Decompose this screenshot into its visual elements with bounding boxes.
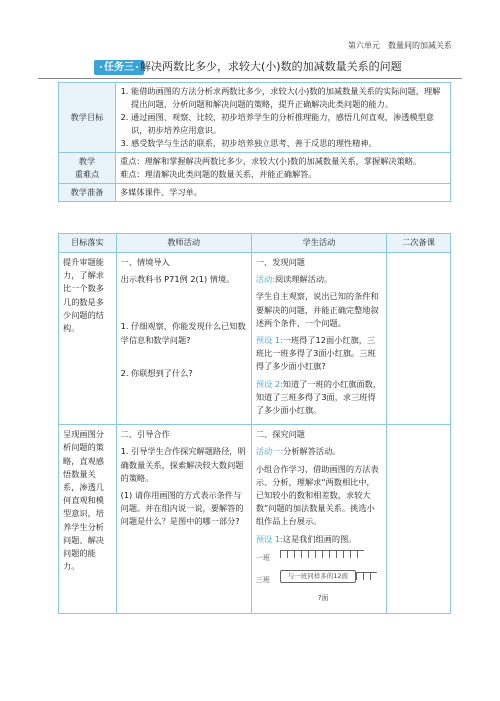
preset-label: 预设 1: xyxy=(255,533,283,544)
diagram-question: ?面 xyxy=(317,593,329,602)
teacher-question: 1. 仔细观察，你能发现什么已知数学信息和数学问题? xyxy=(120,321,246,345)
objective-item: 1. 能借助画图的方法分析求两数比多少，求较大(小)数的加减数量关系的实际问题，理解提出问题、分析问题和解决问题的策略，提升正确解决此类问题的能力。 xyxy=(131,85,446,111)
key-point-text: 重点：理解和掌握解决两数比多少，求较大(小)数的加减数量关系，掌握解决策略。 xyxy=(120,156,422,166)
notes-cell[interactable] xyxy=(387,253,451,425)
diagram-row-label: 一班 xyxy=(255,553,270,562)
key-points-label xyxy=(59,153,116,184)
key-points-label-line2: 重难点 xyxy=(74,169,100,179)
teacher-head: 二、引导合作 xyxy=(120,429,170,440)
flag-icon xyxy=(336,550,343,558)
flag-icon xyxy=(294,550,301,558)
teacher-question: 2. 你联想到了什么? xyxy=(120,367,193,378)
diagram-box: 与一班同样多的12面 xyxy=(280,570,356,583)
notes-cell[interactable] xyxy=(387,425,451,614)
col-header-goal: 目标落实 xyxy=(59,234,117,253)
activity-text: 分析解答活动。 xyxy=(283,446,341,457)
objectives-label: 教学目标 xyxy=(59,83,116,153)
flag-icon xyxy=(329,550,336,558)
flag-row xyxy=(280,550,364,563)
activity-label: 活动: xyxy=(255,274,275,285)
student-head: 二、探究问题 xyxy=(255,429,305,440)
flag-icon xyxy=(350,550,357,558)
activity-label: 活动一: xyxy=(255,446,284,457)
objectives-content xyxy=(116,83,451,153)
preset-label: 预设 2: xyxy=(255,378,283,389)
task-badge xyxy=(94,60,144,75)
header-row xyxy=(59,234,451,253)
flag-icon xyxy=(322,550,329,558)
flag-icon xyxy=(370,572,377,580)
preset-label: 预设 1: xyxy=(255,335,283,346)
preset-text: 知道了一班的小红旗面数，知道了三班多得了3面，求三班得了多少面小红旗。 xyxy=(255,378,382,416)
student-activity xyxy=(256,273,382,286)
col-header-student: 学生活动 xyxy=(251,234,386,253)
student-text: 小组合作学习，借助画图的方法表示、分析，理解求“两数相比中，已知较小的数和相差数，求较大数”问题的加法数量关系。挑选小组作品上台展示。 xyxy=(255,463,379,527)
goal-cell: 提升审题能力，了解求比一个数多几的数是多少问题的结构。 xyxy=(59,253,117,425)
key-points-label-line1: 教学 xyxy=(78,156,96,166)
student-preset xyxy=(256,378,382,418)
col-header-teacher: 教师活动 xyxy=(116,234,251,253)
objective-item: 2. 通过画图、观察、比较，初步培养学生的分析推理能力，感悟几何直观，渗透模型意识，初步培养应用意识。 xyxy=(131,111,446,137)
dot-icon xyxy=(100,66,102,68)
task-title-bar xyxy=(38,58,462,79)
prep-content: 多媒体课件、学习单。 xyxy=(116,184,451,202)
teacher-text: 1. 引导学生合作探究解题路径，明确数量关系，探索解决较大数问题的策略。 xyxy=(120,446,246,483)
student-head: 一、发现问题 xyxy=(255,257,305,267)
flag-icon xyxy=(315,550,322,558)
objectives-list xyxy=(120,85,446,150)
lesson-process-table xyxy=(58,233,451,614)
flag-icon xyxy=(343,550,350,558)
flag-icon xyxy=(287,550,294,558)
preset-text: 这是我们组画的图。 xyxy=(282,533,357,544)
flag-icon xyxy=(308,550,315,558)
teacher-text: 出示教科书 P71例 2(1) 情境。 xyxy=(120,274,235,285)
teacher-head: 一、情境导入 xyxy=(120,257,170,267)
difficult-point-text: 难点：理清解决此类问题的数量关系，并能正确解答。 xyxy=(120,169,317,179)
diagram-row-label: 三班 xyxy=(255,575,270,584)
teacher-cell xyxy=(116,253,251,425)
key-points-content xyxy=(116,153,451,184)
flag-icon xyxy=(301,550,308,558)
task-badge-label: 任务三 xyxy=(104,62,134,73)
dot-icon xyxy=(136,66,138,68)
student-cell xyxy=(251,425,386,614)
student-preset xyxy=(256,334,382,374)
goal-cell: 呈现画图分析问题的策略，直观感悟数量关系，渗透几何直观和模型意识，培养学生分析问题、解决问题的能力。 xyxy=(59,425,117,614)
col-header-notes: 二次备课 xyxy=(387,234,451,253)
table-row xyxy=(59,425,451,614)
task-title: 解决两数比多少，求较大(小)数的加减数量关系的问题 xyxy=(140,60,402,73)
flag-icon xyxy=(363,572,370,580)
student-cell xyxy=(251,253,386,425)
objective-item: 3. 感受数学与生活的联系，初步培养独立思考、善于反思的理性精神。 xyxy=(131,137,446,150)
key-points-row xyxy=(59,153,451,184)
student-text: 学生自主观察，说出已知的条件和要解决的问题，并能正确完整地叙述两个条件、一个问题。 xyxy=(255,291,379,328)
preset-text: 一班得了12面小红旗，三班比一班多得了3面小红旗。三班得了多少面小红旗? xyxy=(255,335,376,372)
flag-diagram xyxy=(256,550,382,610)
student-preset xyxy=(256,533,382,546)
running-header: 第六单元 数量间的加减关系 xyxy=(348,41,452,50)
flag-row xyxy=(356,572,377,585)
lesson-overview-table xyxy=(58,82,451,202)
flag-icon xyxy=(357,550,364,558)
objectives-row xyxy=(59,83,451,153)
prep-label: 教学准备 xyxy=(59,184,116,202)
prep-row xyxy=(59,184,451,202)
activity-text: 阅读理解活动。 xyxy=(274,274,333,285)
student-activity xyxy=(256,445,382,458)
teacher-cell xyxy=(116,425,251,614)
table-row xyxy=(59,253,451,425)
flag-icon xyxy=(280,550,287,558)
teacher-text: (1) 请你用画图的方式表示条件与问题。并在组内说一说，要解答的问题是什么？是图中的哪一部分? xyxy=(120,490,244,527)
flag-icon xyxy=(356,572,363,580)
